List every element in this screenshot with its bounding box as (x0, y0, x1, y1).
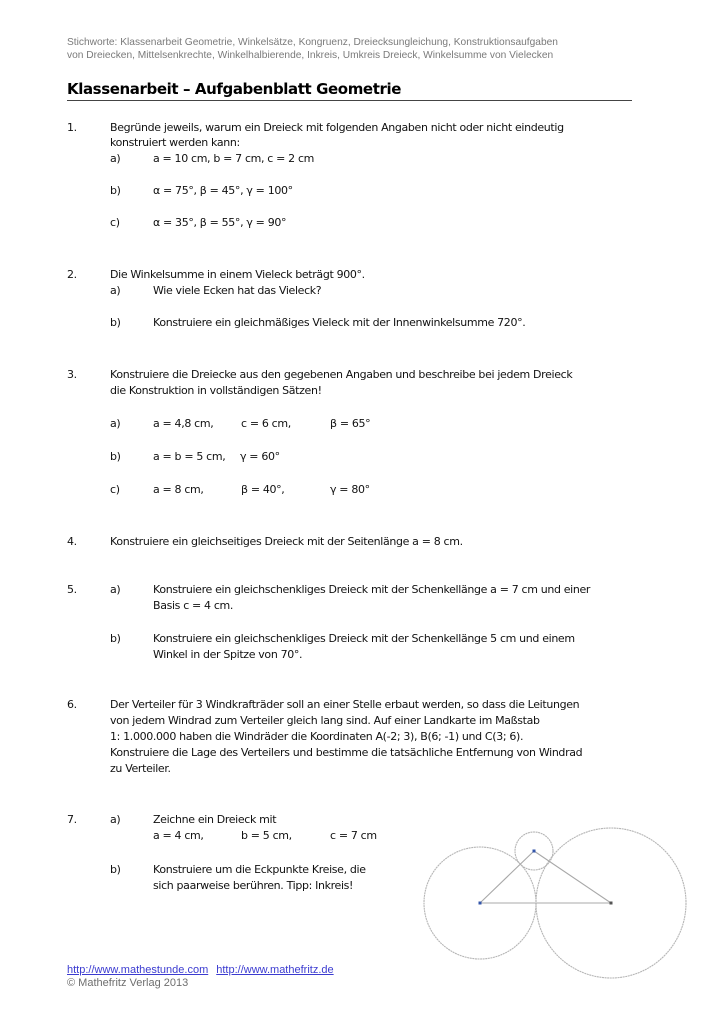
point-a-marker (533, 850, 536, 853)
point-c-marker (610, 902, 613, 905)
task-3a-label: a) (110, 417, 121, 430)
task-4-number: 4. (67, 535, 77, 548)
footer-link-mathestunde[interactable]: http://www.mathestunde.com (67, 964, 209, 976)
task-6-line-5: zu Verteiler. (110, 762, 171, 775)
task-7a-value-2: b = 5 cm, (241, 829, 292, 842)
task-3c-value-2: β = 40°, (241, 483, 285, 496)
task-7a-value-1: a = 4 cm, (153, 829, 204, 842)
task-3-text-line-2: die Konstruktion in vollständigen Sätzen! (110, 384, 322, 397)
task-3-text-line-1: Konstruiere die Dreiecke aus den gegebenen Angaben und beschreibe bei jedem Dreieck (110, 368, 573, 381)
task-3a-value-3: β = 65° (330, 417, 371, 430)
task-1-text-line-2: konstruiert werden kann: (110, 136, 240, 149)
task-6-line-4: Konstruiere die Lage des Verteilers und bestimme die tatsächliche Entfernung von Windrad (110, 746, 583, 759)
task-7b-line-2: sich paarweise berühren. Tipp: Inkreis! (153, 879, 354, 892)
task-3-number: 3. (67, 368, 77, 381)
task-1a-text: a = 10 cm, b = 7 cm, c = 2 cm (153, 152, 315, 165)
task-2a-label: a) (110, 284, 121, 297)
task-1b-text: α = 75°, β = 45°, γ = 100° (153, 184, 293, 197)
task-2-text: Die Winkelsumme in einem Vieleck beträgt 900°. (110, 268, 365, 281)
task-6-line-3: 1: 1.000.000 haben die Windräder die Koordinaten A(-2; 3), B(6; -1) und C(3; 6). (110, 730, 524, 743)
task-6-number: 6. (67, 698, 77, 711)
copyright: © Mathefritz Verlag 2013 (67, 977, 189, 989)
task-2a-text: Wie viele Ecken hat das Vieleck? (153, 284, 322, 297)
task-5b-line-2: Winkel in der Spitze von 70°. (153, 648, 303, 661)
task-5a-label: a) (110, 583, 121, 596)
task-3b-label: b) (110, 450, 121, 463)
task-7b-line-1: Konstruiere um die Eckpunkte Kreise, die (153, 863, 366, 876)
triangle-side-ac (534, 851, 611, 903)
task-3b-value-1: a = b = 5 cm, (153, 450, 226, 463)
task-5a-line-1: Konstruiere ein gleichschenkliges Dreieck mit der Schenkellänge a = 7 cm und einer (153, 583, 591, 596)
task-4-text: Konstruiere ein gleichseitiges Dreieck mit der Seitenlänge a = 8 cm. (110, 535, 463, 548)
task-1-text-line-1: Begründe jeweils, warum ein Dreieck mit folgenden Angaben nicht oder nicht eindeutig (110, 121, 564, 134)
task-2b-text: Konstruiere ein gleichmäßiges Vieleck mit der Innenwinkelsumme 720°. (153, 316, 526, 329)
page-title: Klassenarbeit – Aufgabenblatt Geometrie (67, 80, 632, 101)
task-3a-value-1: a = 4,8 cm, (153, 417, 214, 430)
task-3b-value-2: γ = 60° (240, 450, 280, 463)
task-1a-label: a) (110, 152, 121, 165)
task-5b-label: b) (110, 632, 121, 645)
task-7b-label: b) (110, 863, 121, 876)
keywords-line-1: Stichworte: Klassenarbeit Geometrie, Winkelsätze, Kongruenz, Dreiecksungleichung, Konstruktionsaufgaben (67, 37, 558, 48)
task-7a-value-3: c = 7 cm (330, 829, 377, 842)
task-7a-line-1: Zeichne ein Dreieck mit (153, 813, 277, 826)
task-7-number: 7. (67, 813, 77, 826)
triangle-side-ba (480, 851, 534, 903)
point-b-marker (479, 902, 482, 905)
task-2b-label: b) (110, 316, 121, 329)
task-2-number: 2. (67, 268, 77, 281)
task-5-number: 5. (67, 583, 77, 596)
task-1c-label: c) (110, 216, 120, 229)
task-3c-value-1: a = 8 cm, (153, 483, 204, 496)
task-5a-line-2: Basis c = 4 cm. (153, 599, 234, 612)
keywords-line-2: von Dreiecken, Mittelsenkrechte, Winkelhalbierende, Inkreis, Umkreis Dreieck, Winkelsumme von Vielecken (67, 49, 554, 61)
task-1c-text: α = 35°, β = 55°, γ = 90° (153, 216, 287, 229)
task-5b-line-1: Konstruiere ein gleichschenkliges Dreieck mit der Schenkellänge 5 cm und einem (153, 632, 575, 645)
task-7a-label: a) (110, 813, 121, 826)
footer-link-mathefritz[interactable]: http://www.mathefritz.de (216, 964, 334, 976)
task-3a-value-2: c = 6 cm, (241, 417, 291, 430)
task-1b-label: b) (110, 184, 121, 197)
task-6-line-1: Der Verteiler für 3 Windkrafträder soll an einer Stelle erbaut werden, so dass die Leitungen (110, 698, 580, 711)
footer (67, 964, 342, 990)
task-3c-label: c) (110, 483, 120, 496)
task-6-line-2: von jedem Windrad zum Verteiler gleich lang sind. Auf einer Landkarte im Maßstab (110, 714, 540, 727)
task-3c-value-3: γ = 80° (330, 483, 370, 496)
task-1-number: 1. (67, 121, 77, 134)
